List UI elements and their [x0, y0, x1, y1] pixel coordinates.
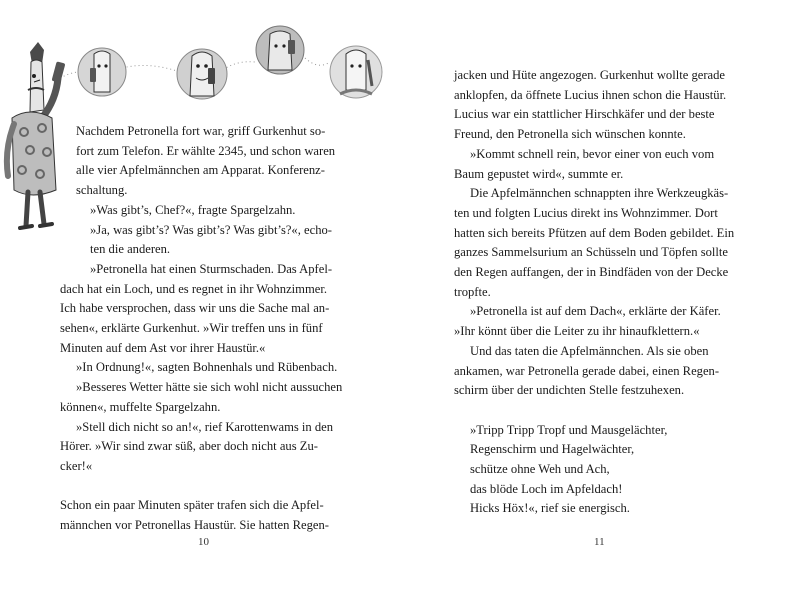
text-line: »Petronella ist auf dem Dach«, erklärte der Käfer.	[470, 304, 721, 319]
portrait-apfelmaennchen-2	[177, 49, 227, 99]
portrait-apfelmaennchen-1	[78, 48, 126, 96]
portrait-apfelmaennchen-3	[256, 26, 304, 74]
text-line: ankamen, war Petronella gerade dabei, einen Regen-	[454, 363, 720, 378]
text-line: Lucius war ein stattlicher Hirschkäfer und der beste	[454, 107, 715, 122]
gurkenhut-figure	[7, 42, 66, 228]
text-line: Nachdem Petronella fort war, griff Gurkenhut so-	[76, 124, 326, 138]
text-line: »Petronella hat einen Sturmschaden. Das Apfel-	[90, 261, 333, 276]
poem-line: Hicks Höx!«, rief sie energisch.	[470, 501, 630, 516]
right-page-text	[454, 66, 738, 519]
page-number-right: 11	[594, 536, 605, 548]
poem-line: schütze ohne Weh und Ach,	[470, 462, 610, 477]
text-line: »Stell dich nicht so an!«, rief Karottenwams in den	[76, 419, 334, 434]
text-line: Ich habe versprochen, dass wir uns die Sache mal an-	[60, 301, 330, 316]
portrait-apfelmaennchen-4	[330, 46, 382, 98]
text-line: ten die anderen.	[90, 242, 171, 257]
text-line: jacken und Hüte angezogen. Gurkenhut wollte gerade	[454, 68, 726, 82]
text-line: Freund, den Petronella sich wünschen konnte.	[454, 127, 686, 142]
text-line: »Ja, was gibt’s? Was gibt’s? Was gibt’s?«, echo-	[90, 222, 332, 237]
text-line: sehen«, erklärte Gurkenhut. »Wir treffen uns in fünf	[60, 321, 323, 336]
poem-line: »Tripp Tripp Tropf und Mausgelächter,	[470, 422, 668, 437]
spell-poem	[454, 421, 738, 520]
text-line: »Was gibt’s, Chef?«, fragte Spargelzahn.	[90, 202, 296, 217]
text-line: schaltung.	[76, 183, 128, 198]
text-line: »Besseres Wetter hätte sie sich wohl nicht aussuchen	[76, 380, 343, 395]
text-line: den Regen auffangen, der in Bindfäden von der Decke	[454, 265, 729, 280]
text-line: hatten sich bereits Pfützen auf dem Boden gebildet. Ein	[454, 225, 735, 240]
text-line: »Ihr könnt über die Leiter zu ihr hinaufklettern.«	[454, 324, 700, 339]
text-line: Schon ein paar Minuten später trafen sich die Apfel-	[60, 498, 324, 513]
text-line: Die Apfelmännchen schnappten ihre Werkzeugkäs-	[470, 186, 729, 201]
text-line: schirm über der undichten Stelle festzuhexen.	[454, 383, 685, 398]
poem-line: Regenschirm und Hagelwächter,	[470, 442, 635, 457]
text-line: können«, muffelte Spargelzahn.	[60, 399, 221, 414]
page-number-left: 10	[198, 536, 209, 548]
text-line: anklopfen, da öffnete Lucius ihnen schon die Haustür.	[454, 87, 727, 102]
text-line: Minuten auf dem Ast vor ihrer Haustür.«	[60, 340, 266, 355]
text-line: ganzes Sammelsurium an Schüsseln und Töpfen sollte	[454, 245, 728, 260]
text-line: tropfte.	[454, 284, 491, 299]
text-line: Hörer. »Wir sind zwar süß, aber doch nicht aus Zu-	[60, 439, 318, 454]
poem-line: das blöde Loch im Apfeldach!	[470, 481, 623, 496]
text-line: dach hat ein Loch, und es regnet in ihr Wohnzimmer.	[60, 281, 327, 296]
text-line: »Kommt schnell rein, bevor einer von euch vom	[470, 146, 715, 161]
text-line: männchen vor Petronellas Haustür. Sie hatten Regen-	[60, 518, 329, 533]
text-line: alle vier Apfelmännchen am Apparat. Konferenz-	[76, 163, 325, 178]
left-page-text	[60, 122, 345, 536]
text-line: Und das taten die Apfelmännchen. Als sie oben	[470, 343, 709, 358]
text-line: cker!«	[60, 458, 93, 473]
text-line: »In Ordnung!«, sagten Bohnenhals und Rübenbach.	[76, 360, 338, 375]
text-line: Baum gepustet wird«, summte er.	[454, 166, 624, 181]
text-line: fort zum Telefon. Er wählte 2345, und schon waren	[76, 143, 336, 158]
text-line: ten und folgten Lucius direkt ins Wohnzimmer. Dort	[454, 205, 718, 220]
